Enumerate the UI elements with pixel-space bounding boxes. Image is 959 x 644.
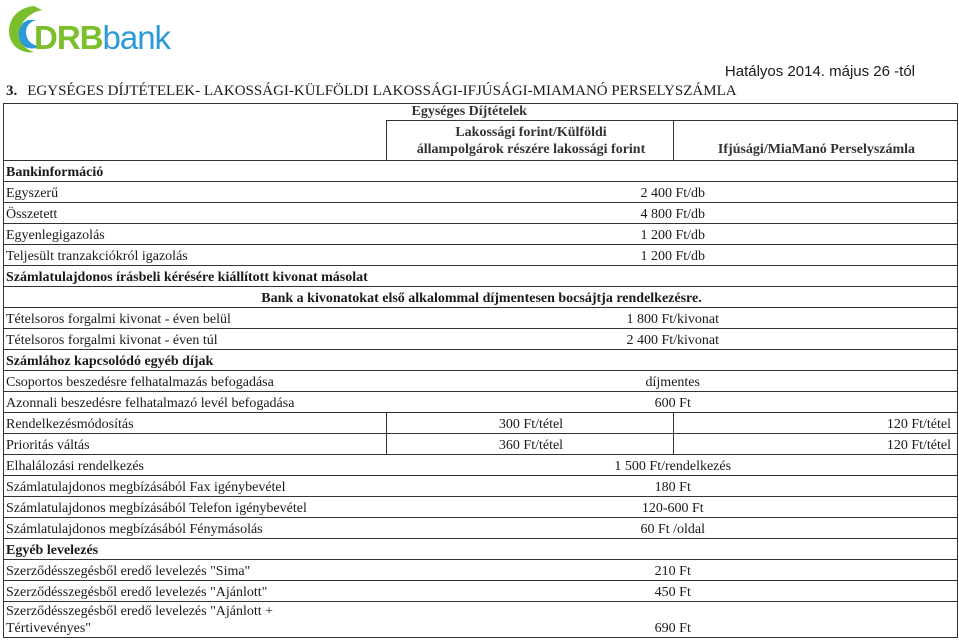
row-value: 1 200 Ft/db: [387, 245, 958, 266]
table-row: [4, 560, 958, 581]
logo-bank-text: bank: [102, 19, 171, 56]
table-header-row: [4, 104, 958, 121]
table-row: [4, 266, 958, 287]
fee-table: [3, 103, 958, 638]
table-row: [4, 434, 958, 455]
table-row: [4, 203, 958, 224]
row-label: Szerződésszegésből eredő levelezés "Ajánlott": [4, 581, 387, 602]
table-row: [4, 245, 958, 266]
table-row: [4, 329, 958, 350]
table-row: [4, 224, 958, 245]
row-value: 60 Ft /oldal: [387, 518, 958, 539]
section-title: [6, 82, 737, 100]
header-col2-line1: Lakossági forint/Külföldi: [455, 125, 607, 140]
row-label: Teljesült tranzakciókról igazolás: [4, 245, 387, 266]
row-value: díjmentes: [387, 371, 958, 392]
table-row: [4, 518, 958, 539]
section-number: 3.: [6, 83, 18, 99]
row-value-col2: 300 Ft/tétel: [387, 413, 674, 434]
header-col2: [387, 121, 674, 161]
row-value-col3: 120 Ft/tétel: [674, 413, 958, 434]
table-row: [4, 182, 958, 203]
table-header-row: [4, 121, 958, 161]
row-label: Számlatulajdonos megbízásából Fax igénybevétel: [4, 476, 387, 497]
table-row: [4, 371, 958, 392]
row-value: 2 400 Ft/kivonat: [387, 329, 958, 350]
row-value: 690 Ft: [387, 602, 958, 638]
row-value-col3: 120 Ft/tétel: [674, 434, 958, 455]
table-row: [4, 455, 958, 476]
row-label: Rendelkezésmódosítás: [4, 413, 387, 434]
row-label: Tételsoros forgalmi kivonat - éven belül: [4, 308, 387, 329]
row-value: 1 800 Ft/kivonat: [387, 308, 958, 329]
logo-wordmark: [34, 20, 170, 56]
table-row: [4, 161, 958, 182]
row-label: Prioritás váltás: [4, 434, 387, 455]
row-label: Egyszerű: [4, 182, 387, 203]
table-row: [4, 413, 958, 434]
row-value: 450 Ft: [387, 581, 958, 602]
kivonat-note: Bank a kivonatokat első alkalommal díjmentesen bocsájtja rendelkezésre.: [4, 287, 958, 308]
row-value-col2: 360 Ft/tétel: [387, 434, 674, 455]
row-label: Tételsoros forgalmi kivonat - éven túl: [4, 329, 387, 350]
row-value: 210 Ft: [387, 560, 958, 581]
row-label: Azonnali beszedésre felhatalmazó levél befogadása: [4, 392, 387, 413]
table-row: [4, 581, 958, 602]
row-label: Összetett: [4, 203, 387, 224]
section-title-text: EGYSÉGES DÍJTÉTELEK- LAKOSSÁGI-KÜLFÖLDI LAKOSSÁGI-IFJÚSÁGI-MIAMANÓ PERSELYSZÁMLA: [27, 83, 737, 99]
row-value: 120-600 Ft: [387, 497, 958, 518]
row-label: Csoportos beszedésre felhatalmazás befogadása: [4, 371, 387, 392]
row-label: [4, 602, 387, 638]
row-value: 600 Ft: [387, 392, 958, 413]
row-value: 2 400 Ft/db: [387, 182, 958, 203]
header-group: Egységes Díjtételek: [387, 104, 674, 121]
table-row: [4, 392, 958, 413]
row-label: Egyenlegigazolás: [4, 224, 387, 245]
header-col2-line2: állampolgárok részére lakossági forint: [416, 142, 646, 157]
row-label: Számlatulajdonos megbízásából Fénymásolás: [4, 518, 387, 539]
table-row: [4, 476, 958, 497]
logo-drb-text: DRB: [34, 19, 103, 56]
row-value: 4 800 Ft/db: [387, 203, 958, 224]
row-value: 1 200 Ft/db: [387, 224, 958, 245]
egyeb-levelezes-heading: Egyéb levelezés: [4, 539, 958, 560]
table-row: [4, 308, 958, 329]
table-row: [4, 497, 958, 518]
table-row: [4, 350, 958, 371]
row-label: Számlatulajdonos megbízásából Telefon igénybevétel: [4, 497, 387, 518]
row-value: 1 500 Ft/rendelkezés: [387, 455, 958, 476]
row-label-line1: Szerződésszegésből eredő levelezés "Ajánlott +: [6, 604, 274, 619]
egyeb-dijak-heading: Számlához kapcsolódó egyéb díjak: [4, 350, 958, 371]
effective-date: Hatályos 2014. május 26 -tól: [724, 63, 915, 80]
table-row: [4, 539, 958, 560]
drb-bank-logo: [4, 2, 171, 70]
row-label-line2: Tértivevényes": [6, 621, 92, 636]
bankinfo-heading: Bankinformáció: [4, 161, 958, 182]
table-row: [4, 602, 958, 638]
header-col3: Ifjúsági/MiaManó Perselyszámla: [674, 121, 958, 161]
row-value: 180 Ft: [387, 476, 958, 497]
table-row: [4, 287, 958, 308]
row-label: Szerződésszegésből eredő levelezés "Sima": [4, 560, 387, 581]
row-label: Elhalálozási rendelkezés: [4, 455, 387, 476]
kivonat-heading: Számlatulajdonos írásbeli kérésére kiállított kivonat másolat: [4, 266, 958, 287]
